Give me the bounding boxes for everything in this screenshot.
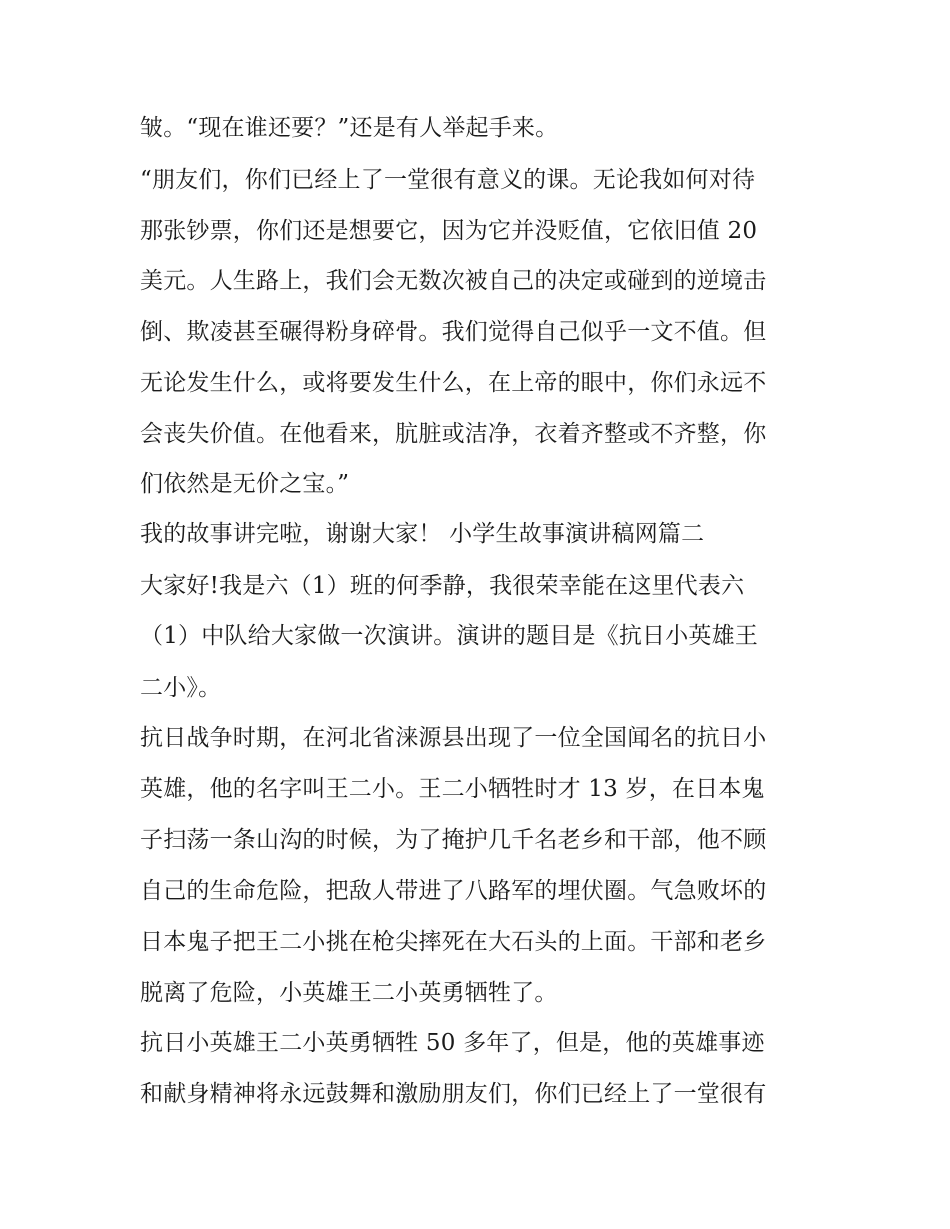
text-line: 我的故事讲完啦，谢谢大家！ 小学生故事演讲稿网篇二 <box>140 521 705 547</box>
text-line: 脱离了危险，小英雄王二小英勇牺牲了。 <box>140 980 558 1006</box>
text-line: 抗日战争时期，在河北省涞源县出现了一位全国闻名的抗日小 <box>140 725 767 751</box>
text-line: 那张钞票，你们还是想要它，因为它并没贬值，它依旧值 20 <box>140 218 758 244</box>
text-line: 二小》。 <box>140 675 222 701</box>
text-line: 子扫荡一条山沟的时候，为了掩护几千名老乡和干部，他不顾 <box>140 827 767 853</box>
text-line: 会丧失价值。在他看来，肮脏或洁净，衣着齐整或不齐整，你 <box>140 421 767 447</box>
text-line: 美元。人生路上，我们会无数次被自己的决定或碰到的逆境击 <box>140 268 767 294</box>
text-line: 大家好!我是六（1）班的何季静，我很荣幸能在这里代表六 <box>140 573 745 599</box>
text-line: 无论发生什么，或将要发生什么，在上帝的眼中，你们永远不 <box>140 370 767 396</box>
text-line: 倒、欺凌甚至碾得粉身碎骨。我们觉得自己似乎一文不值。但 <box>140 319 767 345</box>
text-line: （1）中队给大家做一次演讲。演讲的题目是《抗日小英雄王 <box>140 623 759 649</box>
text-line: 和献身精神将永远鼓舞和激励朋友们，你们已经上了一堂很有 <box>140 1081 767 1107</box>
text-line: 们依然是无价之宝。” <box>140 471 350 497</box>
text-line: 皱。“现在谁还要？”还是有人举起手来。 <box>140 115 559 141</box>
text-line: 日本鬼子把王二小挑在枪尖摔死在大石头的上面。干部和老乡 <box>140 929 767 955</box>
text-line: 英雄，他的名字叫王二小。王二小牺牲时才 13 岁，在日本鬼 <box>140 776 765 802</box>
text-line: “朋友们，你们已经上了一堂很有意义的课。无论我如何对待 <box>140 167 756 193</box>
text-line: 自己的生命危险，把敌人带进了八路军的埋伏圈。气急败坏的 <box>140 878 767 904</box>
text-line: 抗日小英雄王二小英勇牺牲 50 多年了，但是，他的英雄事迹 <box>140 1030 765 1056</box>
